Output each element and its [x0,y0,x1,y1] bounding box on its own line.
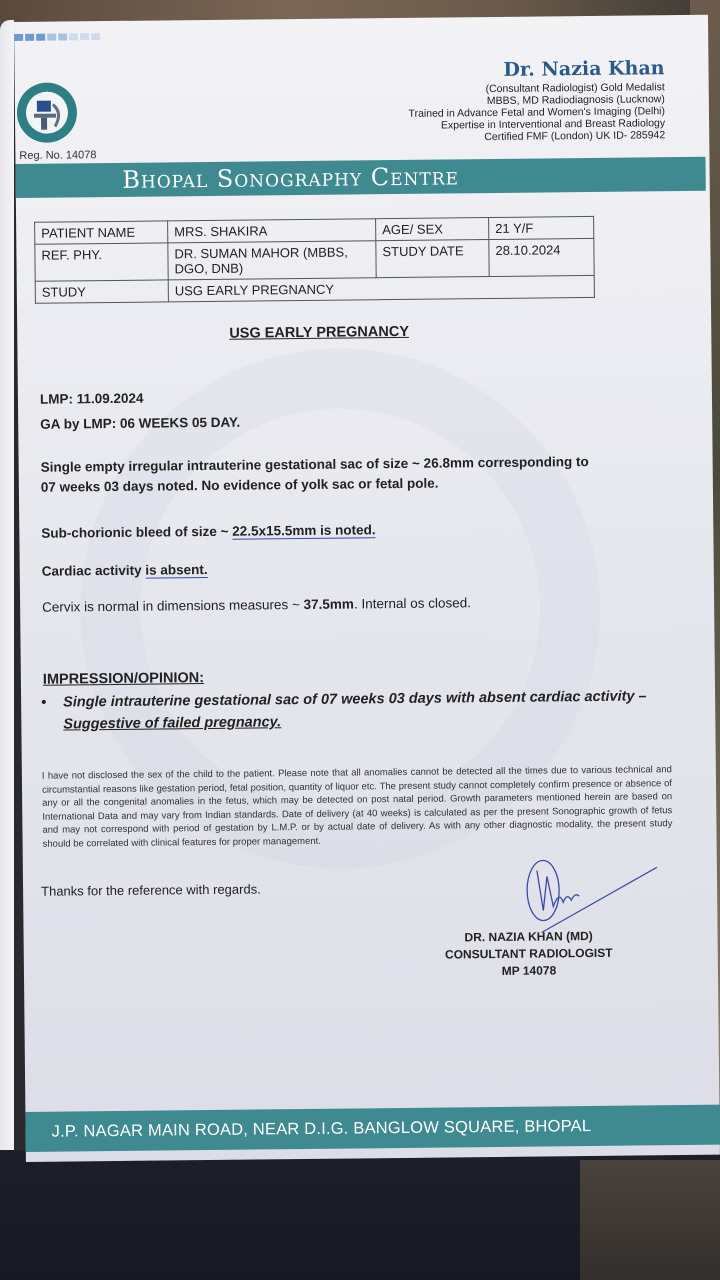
credential-line: Expertise in Interventional and Breast Radiology [440,117,666,132]
signer-title: CONSULTANT RADIOLOGIST [444,945,613,962]
impression-heading: IMPRESSION/OPINION: [42,670,205,688]
report-title: USG EARLY PREGNANCY [229,323,410,342]
finding-bleed-value: 22.5x15.5mm is noted. [232,522,376,539]
age-sex-label: AGE/ SEX [376,218,489,241]
bullet-icon: • [41,694,47,711]
finding-bleed [41,520,375,543]
ref-phy-line: DR. SUMAN MAHOR (MBBS, [174,244,348,262]
impression-text: Single intrauterine gestational sac of 07 weeks 03 days with absent cardiac activity – [63,688,647,711]
finding-cardiac-value: is absent. [145,562,208,578]
credential-line: Certified FMF (London) UK ID- 285942 [484,129,666,144]
signature-icon [521,857,662,938]
finding-cervix-value: 37.5mm [303,596,354,612]
patient-name-label: PATIENT NAME [35,221,168,244]
ref-phy-label: REF. PHY. [35,243,168,281]
finding-bleed-label: Sub-chorionic bleed of size ~ [41,523,233,541]
study-label: STUDY [35,280,168,303]
study-value: USG EARLY PREGNANCY [168,275,594,301]
finding-cardiac [42,560,208,582]
finding-sac-line2: 07 weeks 03 days noted. No evidence of yolk sac or fetal pole. [40,475,439,495]
patient-name-value: MRS. SHAKIRA [168,219,376,243]
background-floor [580,1160,720,1280]
finding-cervix-post: . Internal os closed. [353,595,472,612]
credential-line: Trained in Advance Fetal and Women's Imaging (Delhi) [408,105,666,120]
signer-reg: MP 14078 [501,963,557,978]
impression-conclusion: Suggestive of failed pregnancy. [63,714,282,733]
thanks-line: Thanks for the reference with regards. [41,881,261,899]
patient-info-table [34,216,595,304]
doctor-header [408,57,665,144]
centre-name: Bhopal Sonography Centre [122,162,460,194]
footer-address-band [25,1105,720,1152]
centre-banner [15,157,705,198]
disclaimer-text: I have not disclosed the sex of the child to the patient. Please note that all anomalies cannot be detected all the times due to various technical and circumstantial reasons like gestation period, fetal position, quantity of liquor etc. The present study cannot completely confirm presence or absence of any or all the congenital anomalies in the fetus, which may be detected on post natal period. Growth parameters mentioned herein are based on International Data and may vary from Indian standards. Date of delivery (at 40 weeks) is calculated as per the present Sonographic growth of fetus and may not correspond with period of gestation by L.M.P. or by actual date of delivery. As with any other diagnostic modality, the present study should be correlated with clinical features for proper management. [41,764,673,850]
centre-logo-icon [17,76,86,147]
ref-phy-line: DGO, DNB) [174,260,244,277]
registration-number: Reg. No. 14078 [19,149,97,162]
study-date-label: STUDY DATE [376,240,489,278]
credential-line: (Consultant Radiologist) Gold Medalist [485,81,665,96]
table-row [35,238,594,281]
underlying-page-edge [0,20,14,1150]
footer-address: J.P. NAGAR MAIN ROAD, NEAR D.I.G. BANGLOW SQUARE, BHOPAL [51,1117,592,1141]
finding-cardiac-label: Cardiac activity [41,562,146,579]
age-sex-value: 21 Y/F [489,216,594,239]
credential-line: MBBS, MD Radiodiagnosis (Lucknow) [486,93,665,108]
lmp-line: LMP: 11.09.2024 [39,390,144,407]
decorative-squares [14,33,100,41]
signature-block [434,928,625,981]
study-date-value: 28.10.2024 [489,238,594,276]
doctor-name: Dr. Nazia Khan [503,57,665,81]
ga-line: GA by LMP: 06 WEEKS 05 DAY. [40,414,241,432]
ref-phy-value [168,241,376,280]
finding-sac [41,452,589,498]
finding-sac-line1: Single empty irregular intrauterine gestational sac of size ~ 26.8mm corresponding to [40,454,589,475]
signer-name: DR. NAZIA KHAN (MD) [464,928,593,945]
table-row [35,275,594,303]
finding-cervix-label: Cervix is normal in dimensions measures ~ [42,596,304,615]
report-sheet [14,15,720,1162]
impression-item [63,685,663,735]
